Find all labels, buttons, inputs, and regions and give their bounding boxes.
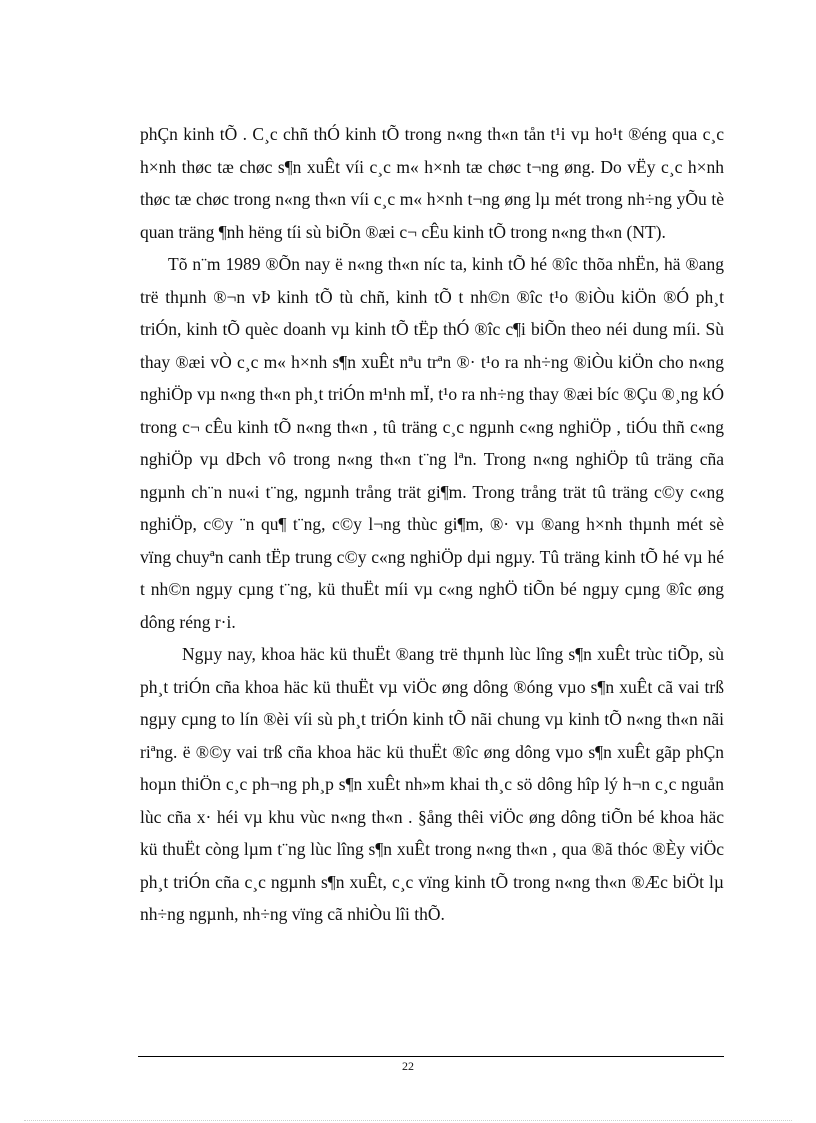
paragraph-2: Tõ n¨m 1989 ®Õn nay ë n«ng th«n níc ta, kinh tÕ hé ®îc thõa nhËn, hä ®ang trë thµnh ®¬n vÞ kinh tÕ tù chñ, kinh tÕ t nh©n ®îc t¹o ®iÒu kiÖn ®Ó ph¸t triÓn, kinh tÕ quèc doanh vµ kinh tÕ tËp thÓ ®îc c¶i biÕn theo néi dung míi. Sù thay ®æi vÒ c¸c m« h×nh s¶n xuÊt nªu trªn ®· t¹o ra nh÷ng ®iÒu kiÖn cho n«ng nghiÖp vµ n«ng th«n ph¸t triÓn m¹nh mÏ, t¹o ra nh÷ng thay ®æi bíc ®Çu ®¸ng kÓ trong c¬ cÊu kinh tÕ n«ng th«n , tû träng c¸c ngµnh c«ng nghiÖp , tiÓu thñ c«ng nghiÖp vµ dÞch vô trong n«ng th«n t¨ng lªn. Trong n«ng nghiÖp tû träng cña ngµnh ch¨n nu«i t¨ng, ngµnh trång trät gi¶m. Trong trång trät tû träng c©y c«ng nghiÖp, c©y ¨n qu¶ t¨ng, c©y l¬ng thùc gi¶m, ®· vµ ®ang h×nh thµnh mét sè vïng chuyªn canh tËp trung c©y c«ng nghiÖp dµi ngµy. Tû träng kinh tÕ hé vµ hé t nh©n ngµy cµng t¨ng, kü thuËt míi vµ c«ng nghÖ tiÕn bé ngµy cµng ®îc øng dông réng r·i. <box>140 254 724 632</box>
page-number: 22 <box>402 1059 414 1073</box>
page-bottom-border <box>24 1120 792 1121</box>
paragraph-1: phÇn kinh tÕ . C¸c chñ thÓ kinh tÕ trong n«ng th«n tån t¹i vµ ho¹t ®éng qua c¸c h×nh thøc tæ chøc s¶n xuÊt víi c¸c m« h×nh tæ chøc t¬ng øng. Do vËy c¸c h×nh thøc tæ chøc trong n«ng th«n víi c¸c m« h×nh t¬ng øng lµ mét trong nh÷ng yÕu tè quan träng ¶nh hëng tíi sù biÕn ®æi c¬ cÊu kinh tÕ trong n«ng th«n (NT). <box>140 124 724 242</box>
footer-rule <box>138 1056 724 1057</box>
body-text <box>140 118 724 931</box>
paragraph-3: Ngµy nay, khoa häc kü thuËt ®ang trë thµnh lùc lîng s¶n xuÊt trùc tiÕp, sù ph¸t triÓn cña khoa häc kü thuËt vµ viÖc øng dông ®óng vµo s¶n xuÊt cã vai trß ngµy cµng to lín ®èi víi sù ph¸t triÓn kinh tÕ nãi chung vµ kinh tÕ n«ng th«n nãi riªng. ë ®©y vai trß cña khoa häc kü thuËt ®îc øng dông vµo s¶n xuÊt gãp phÇn hoµn thiÖn c¸c ph¬ng ph¸p s¶n xuÊt nh»m khai th¸c sö dông hîp lý h¬n c¸c nguån lùc cña x· héi vµ khu vùc n«ng th«n . §ång thêi viÖc øng dông tiÕn bé khoa häc kü thuËt còng lµm t¨ng lùc lîng s¶n xuÊt trong n«ng th«n , qua ®ã thóc ®Èy viÖc ph¸t triÓn cña c¸c ngµnh s¶n xuÊt, c¸c vïng kinh tÕ trong n«ng th«n ®Æc biÖt lµ nh÷ng ngµnh, nh÷ng vïng cã nhiÒu lîi thÕ. <box>140 644 724 924</box>
